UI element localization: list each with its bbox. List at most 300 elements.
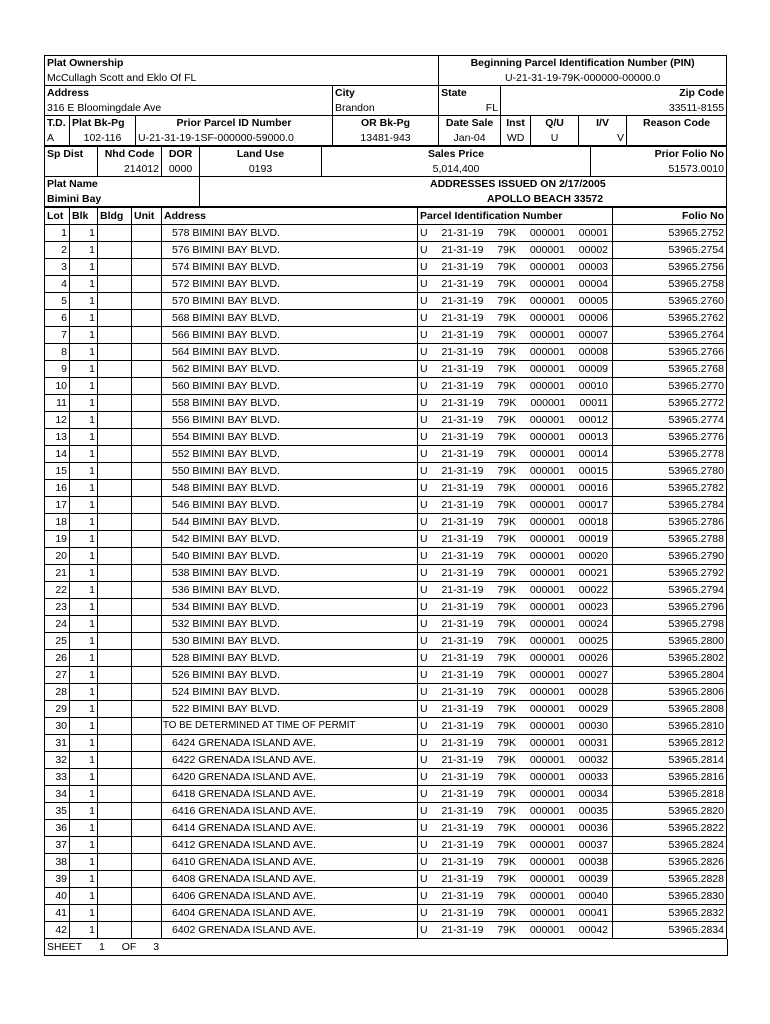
pin-parts bbox=[420, 225, 610, 241]
address-cell: 522 BIMINI BAY BLVD. bbox=[162, 701, 418, 718]
bldg-cell bbox=[98, 361, 132, 378]
bldg-cell bbox=[98, 344, 132, 361]
lot-cell: 1 bbox=[45, 225, 70, 242]
pin-lot: 00001 bbox=[578, 227, 608, 239]
city-label: City bbox=[333, 86, 439, 101]
folio-cell: 53965.2782 bbox=[613, 480, 727, 497]
pin-parts bbox=[420, 310, 610, 326]
table-row bbox=[45, 565, 727, 582]
pin-parts bbox=[420, 769, 610, 785]
table-row bbox=[45, 633, 727, 650]
beginning-pin-label: Beginning Parcel Identification Number (PIN) bbox=[439, 56, 727, 71]
address-cell: 6410 GRENADA ISLAND AVE. bbox=[162, 854, 418, 871]
plat-sheet bbox=[44, 55, 726, 956]
table-row bbox=[45, 769, 727, 786]
pin-lot: 00002 bbox=[578, 244, 608, 256]
pin-parts bbox=[420, 616, 610, 632]
pin-lot: 00015 bbox=[578, 465, 608, 477]
pin-lot: 00005 bbox=[578, 295, 608, 307]
pin-block: 000001 bbox=[529, 295, 565, 307]
pin-block: 000001 bbox=[529, 363, 565, 375]
address-cell: 564 BIMINI BAY BLVD. bbox=[162, 344, 418, 361]
folio-cell: 53965.2788 bbox=[613, 531, 727, 548]
pin-sub: 79K bbox=[497, 635, 517, 647]
folio-cell: 53965.2802 bbox=[613, 650, 727, 667]
pin-cell bbox=[418, 395, 613, 412]
bldg-cell bbox=[98, 412, 132, 429]
pin-block: 000001 bbox=[529, 346, 565, 358]
pin-parts bbox=[420, 259, 610, 275]
unit-cell bbox=[132, 548, 162, 565]
pin-cell bbox=[418, 259, 613, 276]
bldg-cell bbox=[98, 718, 132, 735]
addresses-issued-label: ADDRESSES ISSUED ON 2/17/2005 bbox=[200, 177, 727, 192]
pin-section: 21-31-19 bbox=[441, 516, 484, 528]
pin-sub: 79K bbox=[497, 363, 517, 375]
sales-price-label: Sales Price bbox=[322, 147, 591, 162]
pin-parts bbox=[420, 667, 610, 683]
pin-lot: 00020 bbox=[578, 550, 608, 562]
pin-parts bbox=[420, 446, 610, 462]
pin-lot: 00023 bbox=[578, 601, 608, 613]
pin-parts bbox=[420, 293, 610, 309]
folio-cell: 53965.2774 bbox=[613, 412, 727, 429]
pin-prefix: U bbox=[420, 924, 428, 936]
blk-cell: 1 bbox=[70, 531, 98, 548]
pin-prefix: U bbox=[420, 499, 428, 511]
pin-lot: 00019 bbox=[578, 533, 608, 545]
lot-cell: 12 bbox=[45, 412, 70, 429]
pin-parts bbox=[420, 701, 610, 717]
lot-cell: 26 bbox=[45, 650, 70, 667]
pin-prefix: U bbox=[420, 397, 428, 409]
pin-parts bbox=[420, 531, 610, 547]
table-row bbox=[45, 361, 727, 378]
lot-cell: 38 bbox=[45, 854, 70, 871]
pin-sub: 79K bbox=[497, 533, 517, 545]
pin-prefix: U bbox=[420, 601, 428, 613]
bldg-cell bbox=[98, 820, 132, 837]
blk-cell: 1 bbox=[70, 684, 98, 701]
pin-section: 21-31-19 bbox=[441, 244, 484, 256]
pin-parts bbox=[420, 854, 610, 870]
address-cell: 560 BIMINI BAY BLVD. bbox=[162, 378, 418, 395]
address-cell: 6422 GRENADA ISLAND AVE. bbox=[162, 752, 418, 769]
folio-cell: 53965.2786 bbox=[613, 514, 727, 531]
of-label: OF bbox=[121, 941, 137, 953]
pin-section: 21-31-19 bbox=[441, 856, 484, 868]
pin-parts bbox=[420, 497, 610, 513]
bldg-cell bbox=[98, 854, 132, 871]
address-cell: 6404 GRENADA ISLAND AVE. bbox=[162, 905, 418, 922]
blk-cell: 1 bbox=[70, 837, 98, 854]
sheet-footer bbox=[44, 939, 728, 956]
pin-lot: 00041 bbox=[578, 907, 608, 919]
folio-cell: 53965.2830 bbox=[613, 888, 727, 905]
blk-cell: 1 bbox=[70, 548, 98, 565]
table-row bbox=[45, 480, 727, 497]
pin-parts bbox=[420, 888, 610, 904]
table-row bbox=[45, 310, 727, 327]
folio-cell: 53965.2764 bbox=[613, 327, 727, 344]
blk-cell: 1 bbox=[70, 225, 98, 242]
table-row bbox=[45, 548, 727, 565]
pin-parts bbox=[420, 480, 610, 496]
folio-cell: 53965.2834 bbox=[613, 922, 727, 939]
pin-block: 000001 bbox=[529, 652, 565, 664]
bldg-cell bbox=[98, 327, 132, 344]
pin-section: 21-31-19 bbox=[441, 839, 484, 851]
unit-cell bbox=[132, 616, 162, 633]
lot-cell: 2 bbox=[45, 242, 70, 259]
plat-name-label: Plat Name bbox=[45, 177, 200, 192]
pin-sub: 79K bbox=[497, 584, 517, 596]
blk-cell: 1 bbox=[70, 905, 98, 922]
pin-section: 21-31-19 bbox=[441, 261, 484, 273]
pin-lot: 00034 bbox=[578, 788, 608, 800]
pin-lot: 00037 bbox=[578, 839, 608, 851]
table-row bbox=[45, 429, 727, 446]
pin-parts bbox=[420, 429, 610, 445]
sheet-label: SHEET bbox=[47, 941, 83, 953]
bldg-cell bbox=[98, 531, 132, 548]
unit-cell bbox=[132, 718, 162, 735]
pin-sub: 79K bbox=[497, 329, 517, 341]
unit-cell bbox=[132, 276, 162, 293]
table-row bbox=[45, 293, 727, 310]
address-cell: 6414 GRENADA ISLAND AVE. bbox=[162, 820, 418, 837]
blk-cell: 1 bbox=[70, 701, 98, 718]
pin-lot: 00030 bbox=[578, 720, 608, 732]
unit-cell bbox=[132, 463, 162, 480]
pin-section: 21-31-19 bbox=[441, 482, 484, 494]
lot-cell: 37 bbox=[45, 837, 70, 854]
bldg-cell bbox=[98, 616, 132, 633]
table-row bbox=[45, 667, 727, 684]
blk-cell: 1 bbox=[70, 854, 98, 871]
pin-cell bbox=[418, 293, 613, 310]
pin-cell bbox=[418, 820, 613, 837]
pin-prefix: U bbox=[420, 363, 428, 375]
pin-cell bbox=[418, 599, 613, 616]
pin-block: 000001 bbox=[529, 329, 565, 341]
pin-sub: 79K bbox=[497, 244, 517, 256]
address-cell: 6418 GRENADA ISLAND AVE. bbox=[162, 786, 418, 803]
pin-section: 21-31-19 bbox=[441, 635, 484, 647]
unit-cell bbox=[132, 735, 162, 752]
pin-cell bbox=[418, 752, 613, 769]
pin-lot: 00003 bbox=[578, 261, 608, 273]
unit-cell bbox=[132, 905, 162, 922]
unit-cell bbox=[132, 531, 162, 548]
table-row bbox=[45, 616, 727, 633]
pin-cell bbox=[418, 582, 613, 599]
pin-block: 000001 bbox=[529, 686, 565, 698]
pin-parts bbox=[420, 327, 610, 343]
lots-body bbox=[45, 225, 727, 939]
folio-cell: 53965.2804 bbox=[613, 667, 727, 684]
pin-parts bbox=[420, 735, 610, 751]
pin-section: 21-31-19 bbox=[441, 873, 484, 885]
pin-section: 21-31-19 bbox=[441, 550, 484, 562]
pin-parts bbox=[420, 803, 610, 819]
pin-parts bbox=[420, 565, 610, 581]
pin-parts bbox=[420, 548, 610, 564]
pin-section: 21-31-19 bbox=[441, 822, 484, 834]
table-row bbox=[45, 922, 727, 939]
pin-parts bbox=[420, 684, 610, 700]
pin-parts bbox=[420, 361, 610, 377]
pin-block: 000001 bbox=[529, 601, 565, 613]
pin-cell bbox=[418, 276, 613, 293]
pin-sub: 79K bbox=[497, 720, 517, 732]
pin-prefix: U bbox=[420, 329, 428, 341]
pin-section: 21-31-19 bbox=[441, 431, 484, 443]
lots-header-row bbox=[45, 208, 727, 225]
prior-pin-label: Prior Parcel ID Number bbox=[136, 116, 333, 131]
pin-cell bbox=[418, 225, 613, 242]
pin-prefix: U bbox=[420, 346, 428, 358]
pin-cell bbox=[418, 378, 613, 395]
pin-prefix: U bbox=[420, 414, 428, 426]
unit-cell bbox=[132, 361, 162, 378]
pin-sub: 79K bbox=[497, 669, 517, 681]
pin-cell bbox=[418, 650, 613, 667]
pin-parts bbox=[420, 378, 610, 394]
lot-cell: 39 bbox=[45, 871, 70, 888]
address-cell: 578 BIMINI BAY BLVD. bbox=[162, 225, 418, 242]
pin-prefix: U bbox=[420, 567, 428, 579]
table-row bbox=[45, 395, 727, 412]
pin-block: 000001 bbox=[529, 482, 565, 494]
unit-cell bbox=[132, 888, 162, 905]
pin-lot: 00010 bbox=[578, 380, 608, 392]
lot-cell: 14 bbox=[45, 446, 70, 463]
pin-prefix: U bbox=[420, 261, 428, 273]
pin-block: 000001 bbox=[529, 635, 565, 647]
pin-section: 21-31-19 bbox=[441, 737, 484, 749]
unit-cell bbox=[132, 480, 162, 497]
pin-prefix: U bbox=[420, 686, 428, 698]
pin-block: 000001 bbox=[529, 312, 565, 324]
pin-cell bbox=[418, 463, 613, 480]
folio-cell: 53965.2768 bbox=[613, 361, 727, 378]
unit-cell bbox=[132, 242, 162, 259]
table-row bbox=[45, 786, 727, 803]
iv-value: V bbox=[579, 131, 627, 146]
blk-cell: 1 bbox=[70, 871, 98, 888]
pin-cell bbox=[418, 718, 613, 735]
folio-cell: 53965.2784 bbox=[613, 497, 727, 514]
blk-cell: 1 bbox=[70, 786, 98, 803]
lot-cell: 28 bbox=[45, 684, 70, 701]
address-cell: 534 BIMINI BAY BLVD. bbox=[162, 599, 418, 616]
pin-prefix: U bbox=[420, 618, 428, 630]
lot-cell: 31 bbox=[45, 735, 70, 752]
pin-prefix: U bbox=[420, 873, 428, 885]
pin-parts bbox=[420, 820, 610, 836]
pin-block: 000001 bbox=[529, 669, 565, 681]
sp-dist-label: Sp Dist bbox=[45, 147, 98, 162]
header-table-2 bbox=[44, 146, 727, 207]
pin-block: 000001 bbox=[529, 414, 565, 426]
dor-value: 0000 bbox=[162, 162, 200, 177]
lot-cell: 6 bbox=[45, 310, 70, 327]
address-cell: 524 BIMINI BAY BLVD. bbox=[162, 684, 418, 701]
folio-cell: 53965.2760 bbox=[613, 293, 727, 310]
lot-cell: 33 bbox=[45, 769, 70, 786]
table-row bbox=[45, 752, 727, 769]
blk-cell: 1 bbox=[70, 429, 98, 446]
pin-block: 000001 bbox=[529, 907, 565, 919]
pin-parts bbox=[420, 412, 610, 428]
bldg-cell bbox=[98, 684, 132, 701]
pin-block: 000001 bbox=[529, 227, 565, 239]
bldg-cell bbox=[98, 548, 132, 565]
pin-cell bbox=[418, 531, 613, 548]
unit-cell bbox=[132, 701, 162, 718]
address-cell: 6424 GRENADA ISLAND AVE. bbox=[162, 735, 418, 752]
plat-bkpg-value: 102-116 bbox=[70, 131, 136, 146]
bldg-cell bbox=[98, 565, 132, 582]
pin-sub: 79K bbox=[497, 380, 517, 392]
sp-dist-value bbox=[45, 162, 98, 177]
unit-cell bbox=[132, 820, 162, 837]
pin-section: 21-31-19 bbox=[441, 448, 484, 460]
pin-sub: 79K bbox=[497, 856, 517, 868]
pin-lot: 00014 bbox=[578, 448, 608, 460]
pin-sub: 79K bbox=[497, 754, 517, 766]
pin-prefix: U bbox=[420, 278, 428, 290]
pin-block: 000001 bbox=[529, 873, 565, 885]
lot-cell: 16 bbox=[45, 480, 70, 497]
blk-cell: 1 bbox=[70, 497, 98, 514]
pin-lot: 00042 bbox=[578, 924, 608, 936]
qu-value: U bbox=[531, 131, 579, 146]
blk-cell: 1 bbox=[70, 565, 98, 582]
lot-cell: 19 bbox=[45, 531, 70, 548]
unit-cell bbox=[132, 565, 162, 582]
pin-prefix: U bbox=[420, 771, 428, 783]
prior-pin-value: U-21-31-19-1SF-000000-59000.0 bbox=[136, 131, 333, 146]
blk-cell: 1 bbox=[70, 293, 98, 310]
blk-cell: 1 bbox=[70, 344, 98, 361]
pin-cell bbox=[418, 327, 613, 344]
folio-cell: 53965.2790 bbox=[613, 548, 727, 565]
bldg-cell bbox=[98, 259, 132, 276]
pin-sub: 79K bbox=[497, 652, 517, 664]
city-value: Brandon bbox=[333, 101, 439, 116]
pin-cell bbox=[418, 888, 613, 905]
pin-block: 000001 bbox=[529, 720, 565, 732]
pin-cell bbox=[418, 446, 613, 463]
pin-section: 21-31-19 bbox=[441, 227, 484, 239]
folio-cell: 53965.2776 bbox=[613, 429, 727, 446]
pin-cell bbox=[418, 905, 613, 922]
pin-section: 21-31-19 bbox=[441, 652, 484, 664]
bldg-cell bbox=[98, 310, 132, 327]
pin-lot: 00021 bbox=[578, 567, 608, 579]
pin-lot: 00004 bbox=[578, 278, 608, 290]
pin-cell bbox=[418, 871, 613, 888]
address-cell: 6406 GRENADA ISLAND AVE. bbox=[162, 888, 418, 905]
address-cell: 6420 GRENADA ISLAND AVE. bbox=[162, 769, 418, 786]
beginning-pin-value: U-21-31-19-79K-000000-00000.0 bbox=[439, 71, 727, 86]
unit-cell bbox=[132, 429, 162, 446]
dor-label: DOR bbox=[162, 147, 200, 162]
table-row bbox=[45, 905, 727, 922]
sheet-total: 3 bbox=[153, 941, 160, 953]
pin-sub: 79K bbox=[497, 295, 517, 307]
lot-cell: 11 bbox=[45, 395, 70, 412]
blk-cell: 1 bbox=[70, 480, 98, 497]
lot-cell: 32 bbox=[45, 752, 70, 769]
pin-lot: 00022 bbox=[578, 584, 608, 596]
blk-cell: 1 bbox=[70, 599, 98, 616]
folio-cell: 53965.2820 bbox=[613, 803, 727, 820]
pin-sub: 79K bbox=[497, 550, 517, 562]
col-folio: Folio No bbox=[613, 208, 727, 225]
folio-cell: 53965.2810 bbox=[613, 718, 727, 735]
blk-cell: 1 bbox=[70, 718, 98, 735]
pin-prefix: U bbox=[420, 652, 428, 664]
pin-section: 21-31-19 bbox=[441, 329, 484, 341]
bldg-cell bbox=[98, 514, 132, 531]
pin-cell bbox=[418, 616, 613, 633]
blk-cell: 1 bbox=[70, 327, 98, 344]
folio-cell: 53965.2824 bbox=[613, 837, 727, 854]
pin-section: 21-31-19 bbox=[441, 397, 484, 409]
address-cell: 556 BIMINI BAY BLVD. bbox=[162, 412, 418, 429]
lot-cell: 22 bbox=[45, 582, 70, 599]
pin-prefix: U bbox=[420, 295, 428, 307]
pin-lot: 00032 bbox=[578, 754, 608, 766]
pin-section: 21-31-19 bbox=[441, 584, 484, 596]
address-cell: 6412 GRENADA ISLAND AVE. bbox=[162, 837, 418, 854]
folio-cell: 53965.2812 bbox=[613, 735, 727, 752]
pin-cell bbox=[418, 701, 613, 718]
address-cell: 566 BIMINI BAY BLVD. bbox=[162, 327, 418, 344]
address-cell: 6408 GRENADA ISLAND AVE. bbox=[162, 871, 418, 888]
pin-parts bbox=[420, 752, 610, 768]
unit-cell bbox=[132, 395, 162, 412]
table-row bbox=[45, 463, 727, 480]
bldg-cell bbox=[98, 225, 132, 242]
bldg-cell bbox=[98, 786, 132, 803]
table-row bbox=[45, 242, 727, 259]
col-blk: Blk bbox=[70, 208, 98, 225]
bldg-cell bbox=[98, 446, 132, 463]
bldg-cell bbox=[98, 378, 132, 395]
pin-block: 000001 bbox=[529, 788, 565, 800]
pin-block: 000001 bbox=[529, 380, 565, 392]
unit-cell bbox=[132, 293, 162, 310]
land-use-value: 0193 bbox=[200, 162, 322, 177]
address-cell: 540 BIMINI BAY BLVD. bbox=[162, 548, 418, 565]
pin-sub: 79K bbox=[497, 686, 517, 698]
address-cell: 528 BIMINI BAY BLVD. bbox=[162, 650, 418, 667]
pin-parts bbox=[420, 582, 610, 598]
pin-prefix: U bbox=[420, 516, 428, 528]
unit-cell bbox=[132, 582, 162, 599]
pin-cell bbox=[418, 854, 613, 871]
unit-cell bbox=[132, 650, 162, 667]
table-row bbox=[45, 412, 727, 429]
pin-section: 21-31-19 bbox=[441, 363, 484, 375]
pin-section: 21-31-19 bbox=[441, 533, 484, 545]
pin-block: 000001 bbox=[529, 737, 565, 749]
pin-prefix: U bbox=[420, 754, 428, 766]
